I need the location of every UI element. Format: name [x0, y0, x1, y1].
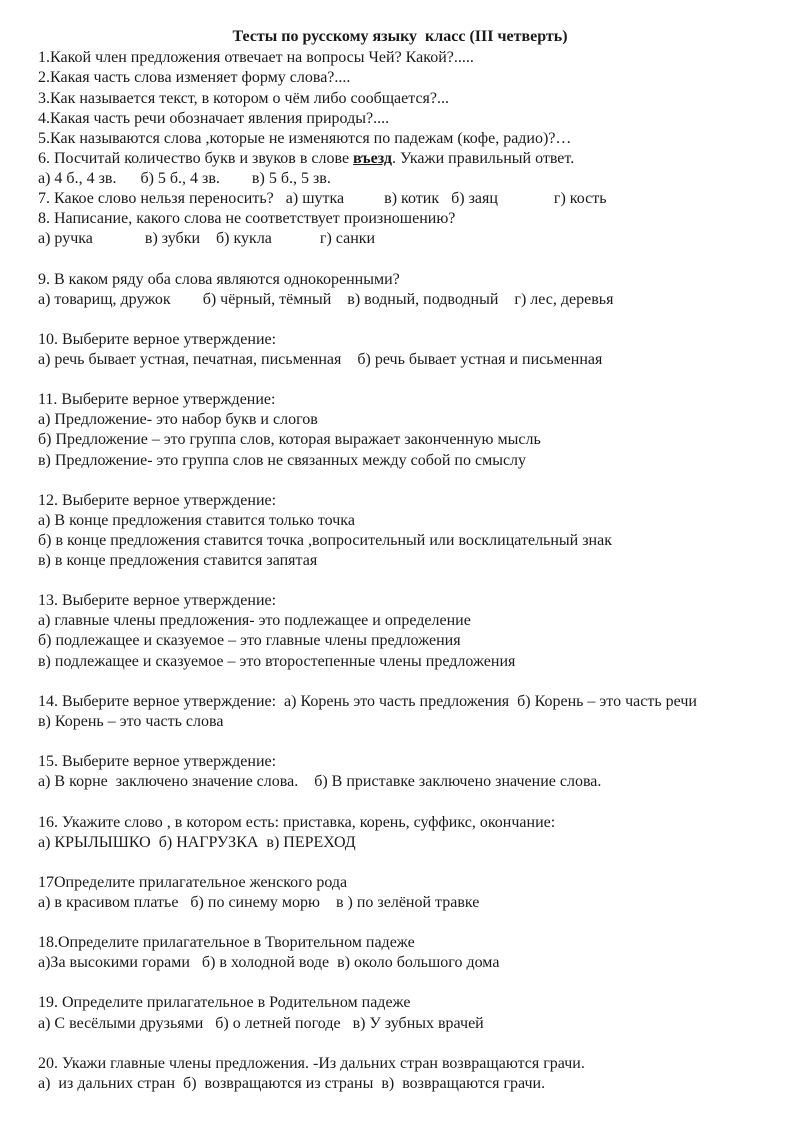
answer-14c: в) Корень – это часть слова — [38, 713, 224, 730]
answers-20: а) из дальних стран б) возвращаются из страны в) возвращаются грачи. — [38, 1075, 546, 1092]
question-15: 15. Выберите верное утверждение: — [38, 753, 277, 770]
question-11: 11. Выберите верное утверждение: — [38, 391, 276, 408]
question-6-tail: . Укажи правильный ответ. — [391, 150, 575, 167]
answers-19: а) С весёлыми друзьями б) о летней погоде в) У зубных врачей — [38, 1015, 484, 1032]
question-19: 19. Определите прилагательное в Родительном падеже — [38, 994, 411, 1011]
answer-11a: а) Предложение- это набор букв и слогов — [38, 411, 318, 428]
answer-13b: б) подлежащее и сказуемое – это главные члены предложения — [38, 632, 461, 649]
question-4: 4.Какая часть речи обозначает явления природы?.... — [38, 110, 390, 127]
answer-11b: б) Предложение – это группа слов, которая выражает законченную мысль — [38, 431, 541, 448]
answers-9: а) товарищ, дружок б) чёрный, тёмный в) водный, подводный г) лес, деревья — [38, 291, 614, 308]
question-12: 12. Выберите верное утверждение: — [38, 492, 277, 509]
question-18: 18.Определите прилагательное в Творительном падеже — [38, 934, 415, 951]
question-1: 1.Какой член предложения отвечает на вопросы Чей? Какой?..... — [38, 49, 474, 66]
answers-8: а) ручка в) зубки б) кукла г) санки — [38, 230, 376, 247]
question-8: 8. Написание, какого слова не соответствует произношению? — [38, 210, 456, 227]
question-14: 14. Выберите верное утверждение: а) Корень это часть предложения б) Корень – это часть речи — [38, 693, 697, 710]
answers-6: а) 4 б., 4 зв. б) 5 б., 4 зв. в) 5 б., 5 зв. — [38, 170, 331, 187]
question-16: 16. Укажите слово , в котором есть: приставка, корень, суффикс, окончание: — [38, 814, 556, 831]
question-6-text: 6. Посчитай количество букв и звуков в слове — [38, 150, 354, 167]
document-title: Тесты по русскому языку класс (III четверть) — [232, 28, 568, 45]
question-6-keyword: въезд — [353, 150, 392, 167]
question-10: 10. Выберите верное утверждение: — [38, 331, 277, 348]
question-20: 20. Укажи главные члены предложения. -Из дальних стран возвращаются грачи. — [38, 1055, 585, 1072]
answers-17: а) в красивом платье б) по синему морю в ) по зелёной травке — [38, 894, 480, 911]
question-9: 9. В каком ряду оба слова являются однокоренными? — [38, 271, 400, 288]
answer-12c: в) в конце предложения ставится запятая — [38, 552, 318, 569]
question-5: 5.Как называются слова ,которые не изменяются по падежам (кофе, радио)?… — [38, 130, 572, 147]
answer-11c: в) Предложение- это группа слов не связанных между собой по смыслу — [38, 452, 527, 469]
answers-18: а)За высокими горами б) в холодной воде в) около большого дома — [38, 954, 500, 971]
question-2: 2.Какая часть слова изменяет форму слова?.... — [38, 69, 351, 86]
answer-12b: б) в конце предложения ставится точка ,вопросительный или восклицательный знак — [38, 532, 612, 549]
question-3: 3.Как называется текст, в котором о чём либо сообщается?... — [38, 90, 450, 107]
answer-12a: а) В конце предложения ставится только точка — [38, 512, 355, 529]
answers-15: а) В корне заключено значение слова. б) В приставке заключено значение слова. — [38, 773, 602, 790]
question-6 — [38, 149, 574, 169]
answers-16: а) КРЫЛЫШКО б) НАГРУЗКА в) ПЕРЕХОД — [38, 834, 356, 851]
answers-10: а) речь бывает устная, печатная, письменная б) речь бывает устная и письменная — [38, 351, 603, 368]
question-13: 13. Выберите верное утверждение: — [38, 592, 277, 609]
question-7: 7. Какое слово нельзя переносить? а) шутка в) котик б) заяц г) кость — [38, 190, 607, 207]
answer-13c: в) подлежащее и сказуемое – это второстепенные члены предложения — [38, 653, 516, 670]
answer-13a: а) главные члены предложения- это подлежащее и определение — [38, 612, 471, 629]
question-17: 17Определите прилагательное женского рода — [38, 874, 348, 891]
